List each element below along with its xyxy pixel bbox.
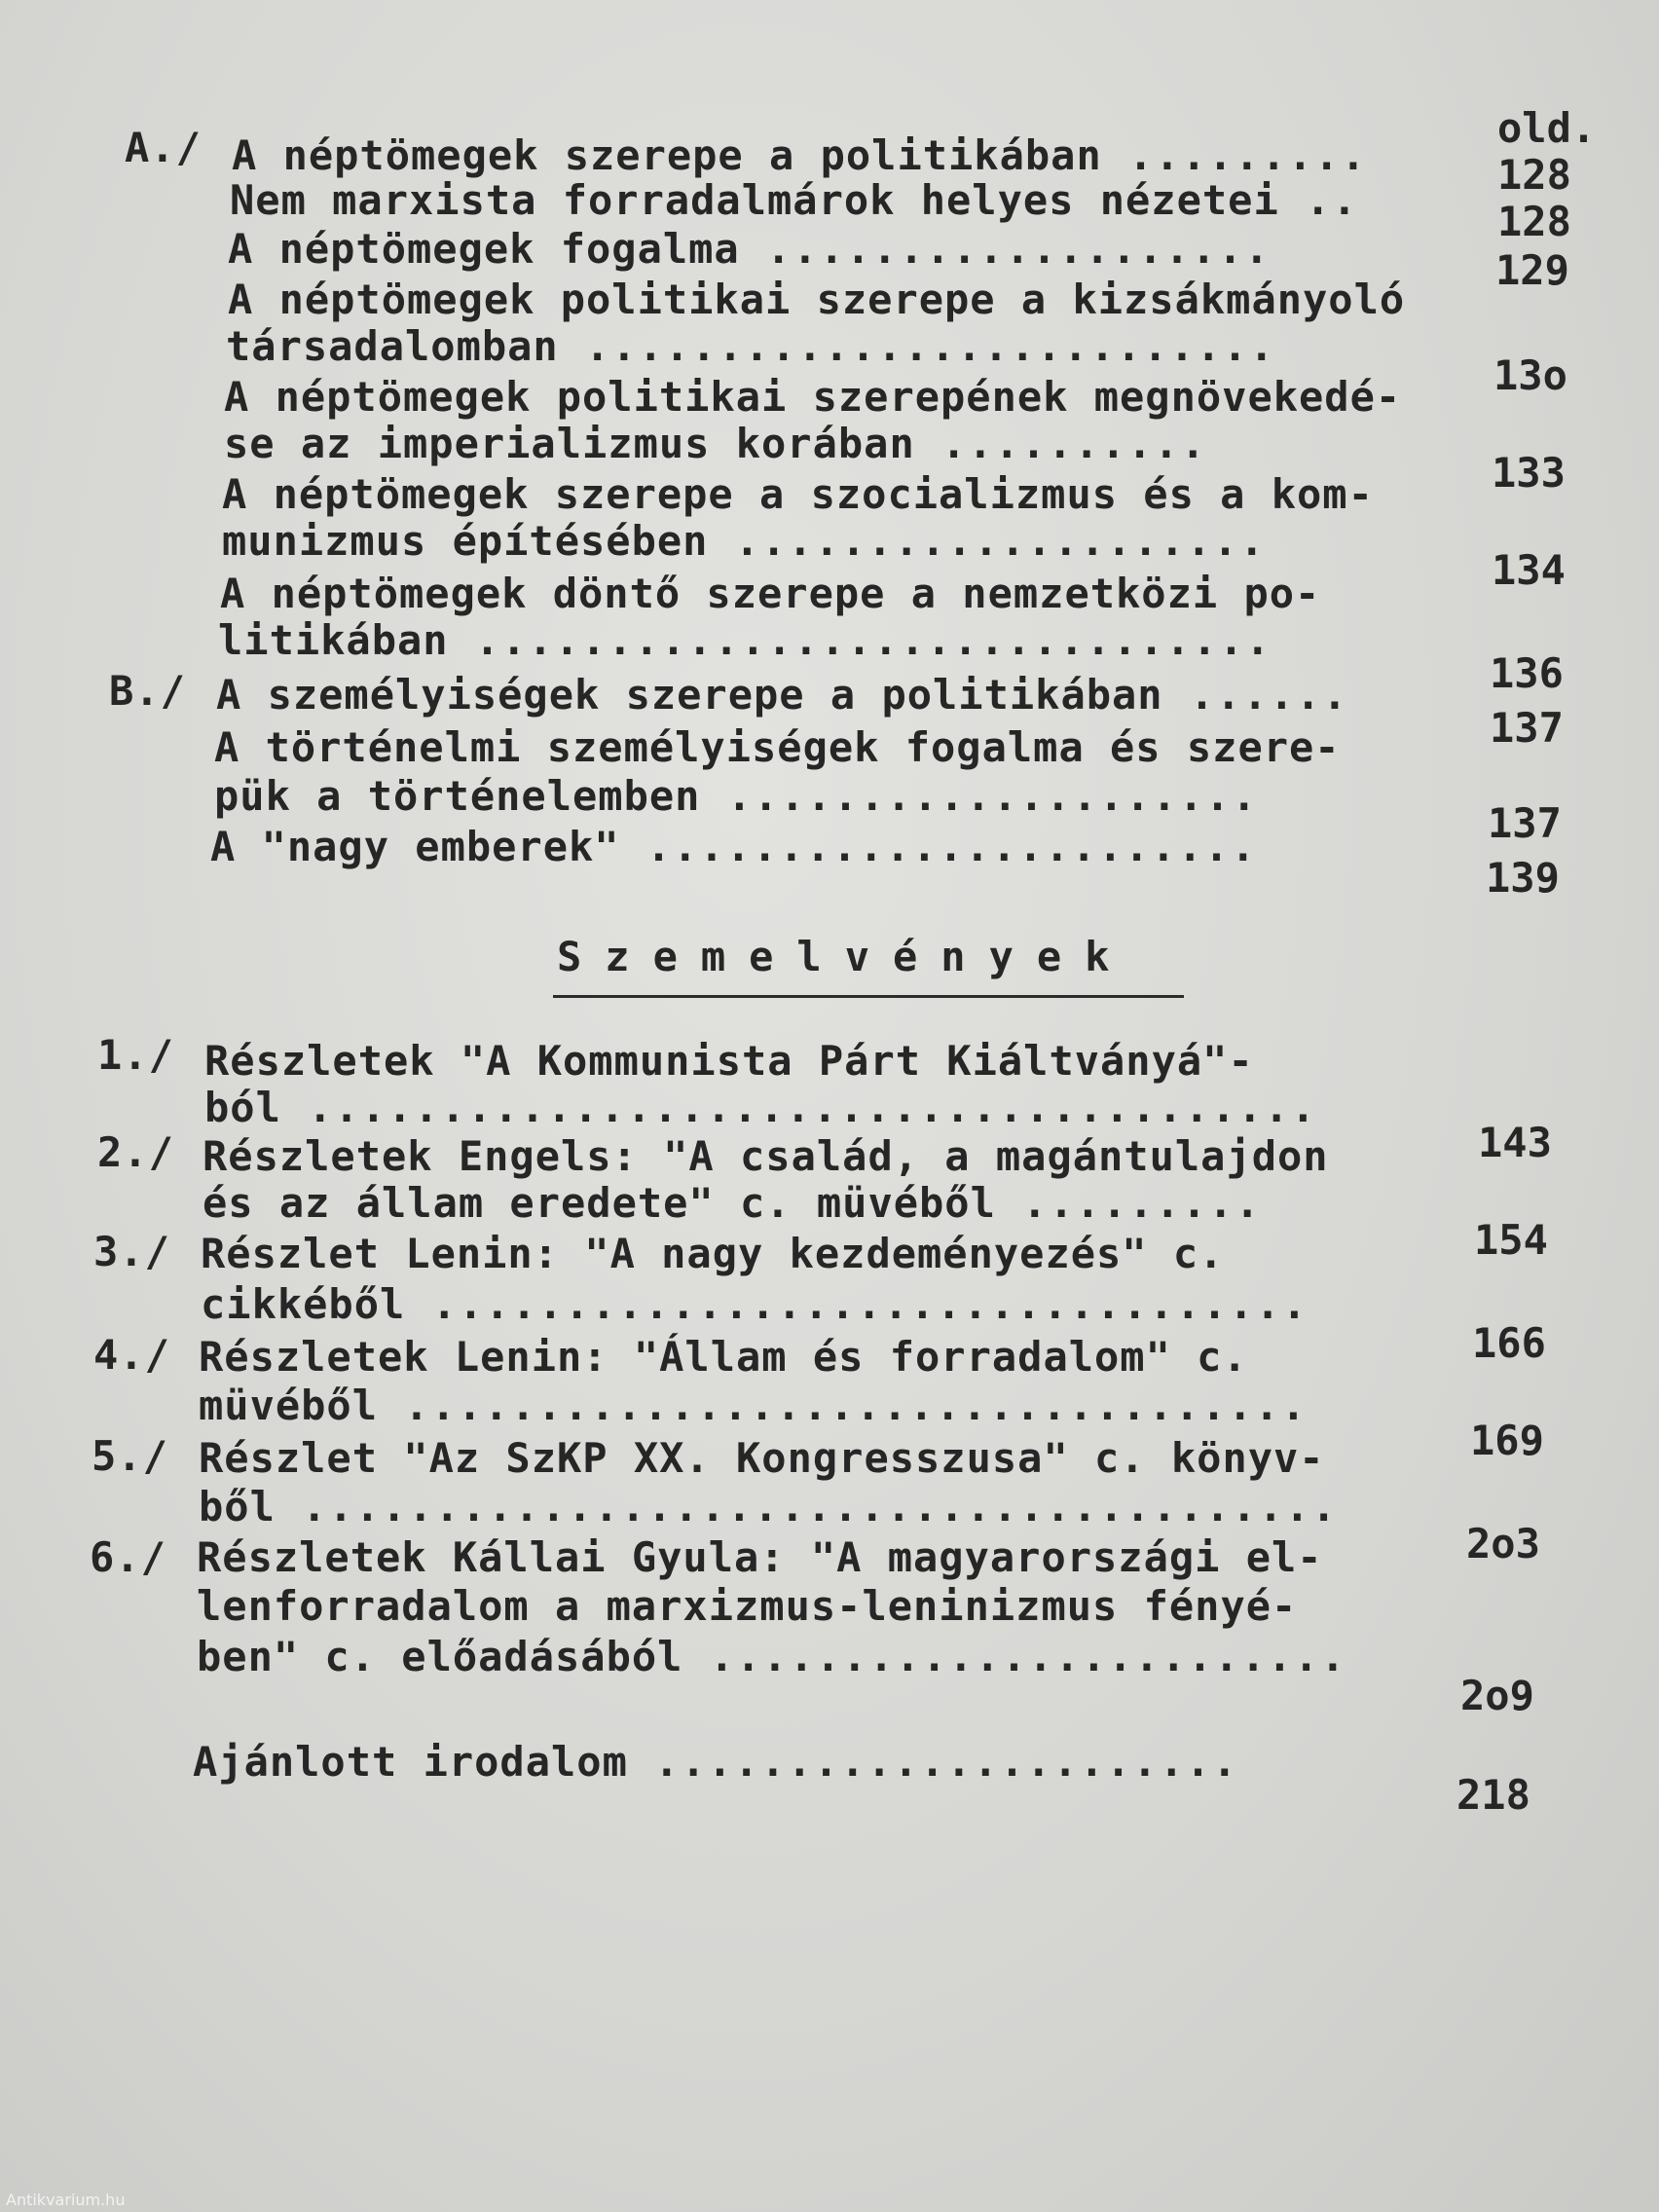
page-column-header: old. (1497, 104, 1597, 152)
toc-page: 2o9 (1460, 1672, 1534, 1719)
excerpt-number: 6./ (90, 1533, 166, 1581)
excerpt-entry: müvéből .................................. (199, 1382, 1309, 1429)
toc-entry: A néptömegek szerepe a politikában ......... (232, 131, 1368, 179)
toc-page: 129 (1495, 246, 1569, 294)
heading-underline (553, 995, 1184, 998)
toc-page: 133 (1492, 449, 1566, 497)
toc-page: 128 (1497, 198, 1571, 245)
toc-page: 128 (1497, 151, 1571, 199)
toc-page: 137 (1490, 704, 1564, 752)
excerpt-entry: Részletek Kállai Gyula: "A magyarországi el- (197, 1533, 1323, 1581)
section-heading: Szemelvények (557, 933, 1133, 980)
excerpt-entry: és az állam eredete" c. müvéből ......... (203, 1179, 1262, 1227)
excerpt-entry: Részletek "A Kommunista Párt Kiáltványá"- (204, 1037, 1254, 1085)
excerpt-number: 4./ (93, 1331, 170, 1379)
excerpt-entry: Részletek Engels: "A család, a magántulajdon (203, 1132, 1329, 1180)
excerpt-number: 2./ (97, 1128, 174, 1176)
excerpt-entry: Részlet Lenin: "A nagy kezdeményezés" c. (201, 1230, 1225, 1277)
toc-page: 134 (1492, 546, 1566, 594)
toc-entry: társadalomban .......................... (226, 322, 1276, 370)
excerpt-entry: Részlet "Az SzKP XX. Kongresszusa" c. könyv- (199, 1434, 1325, 1482)
toc-entry: Nem marxista forradalmárok helyes nézetei .. (230, 176, 1359, 224)
toc-page: 137 (1488, 799, 1562, 847)
toc-entry: A történelmi személyiségek fogalma és szere- (214, 723, 1341, 771)
watermark: Antikvarium.hu (6, 2191, 126, 2209)
toc-entry: A néptömegek szerepe a szocializmus és a kom- (222, 470, 1374, 518)
excerpt-entry: cikkéből ................................. (201, 1280, 1309, 1328)
toc-entry: A személyiségek szerepe a politikában ...... (216, 671, 1349, 719)
recommended-literature-entry: Ajánlott irodalom ...................... (193, 1738, 1239, 1786)
excerpt-number: 3./ (93, 1228, 170, 1275)
excerpt-entry: lenforradalom a marxizmus-leninizmus fényé- (197, 1582, 1298, 1630)
toc-page: 143 (1478, 1119, 1552, 1166)
toc-page: 169 (1470, 1417, 1544, 1464)
excerpt-entry: ből ....................................... (199, 1483, 1339, 1530)
toc-entry: A "nagy emberek" ....................... (210, 823, 1258, 870)
toc-entry: litikában .............................. (218, 616, 1272, 664)
excerpt-number: 1./ (97, 1031, 174, 1079)
toc-entry: A néptömegek politikai szerepe a kizsákmányoló (228, 276, 1406, 323)
toc-entry: A néptömegek döntő szerepe a nemzetközi po- (220, 570, 1321, 617)
excerpt-entry: ból ...................................... (204, 1084, 1318, 1131)
excerpt-entry: ben" c. előadásából ........................ (197, 1633, 1347, 1680)
toc-page: 154 (1474, 1216, 1548, 1264)
toc-entry: A néptömegek fogalma ................... (228, 225, 1272, 273)
toc-page: 139 (1486, 854, 1560, 902)
toc-prefix-a: A./ (125, 124, 202, 171)
toc-entry: A néptömegek politikai szerepének megnövekedé- (224, 373, 1402, 421)
toc-page: 136 (1490, 649, 1564, 697)
toc-page: 2o3 (1466, 1520, 1540, 1567)
toc-entry: pük a történelemben .................... (214, 772, 1259, 820)
toc-entry: munizmus építésében .................... (222, 517, 1267, 565)
toc-page: 166 (1472, 1319, 1546, 1367)
excerpt-entry: Részletek Lenin: "Állam és forradalom" c. (199, 1333, 1248, 1381)
toc-page: 13o (1493, 351, 1567, 399)
toc-entry: se az imperializmus korában .......... (224, 420, 1207, 467)
excerpt-number: 5./ (92, 1432, 168, 1480)
toc-page: 218 (1456, 1771, 1530, 1819)
toc-prefix-b: B./ (109, 667, 186, 715)
